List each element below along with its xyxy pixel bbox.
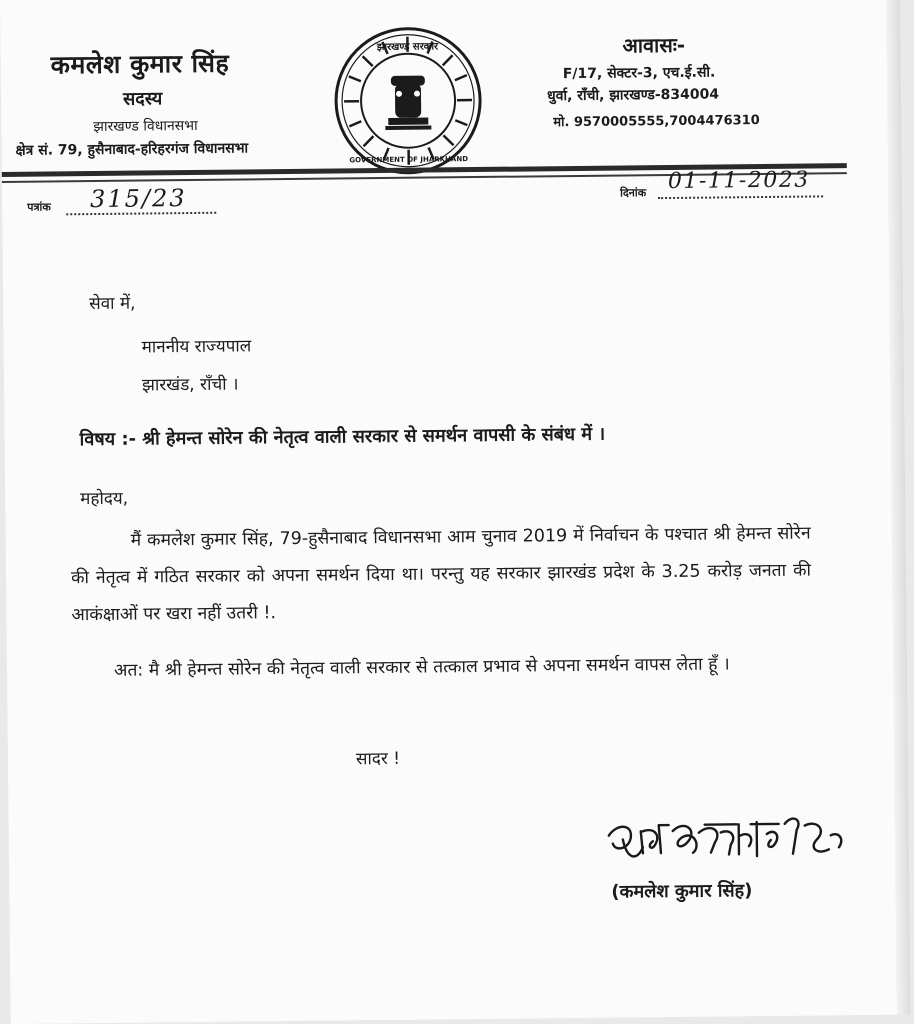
handwritten-signature — [602, 799, 853, 874]
signatory-name: (कमलेश कुमार सिंह) — [611, 880, 753, 903]
address-heading: आवासः- — [622, 32, 686, 58]
date-label: दिनांक — [619, 186, 647, 200]
body-paragraph-1: मैं कमलेश कुमार सिंह, 79-हुसैनाबाद विधानसभा आम चुनाव 2019 में निर्वाचन के पश्चात श्री हेमन्त सोरेन की नेतृत्व में गठित सरकार को अपना समर्थन दिया था। परन्तु यह सरकार झारखंड प्रदेश के 3.25 करोड़ जनता की आकंक्षाओं पर खरा नहीं उतरी !. — [70, 523, 812, 626]
subject-line: विषय :- श्री हेमन्त सोरेन की नेतृत्व वाली सरकार से समर्थन वापसी के संबंध में । — [79, 423, 606, 451]
closing: सादर ! — [355, 748, 401, 770]
reference-number: 315/23 — [89, 184, 187, 214]
date-value: 01-11-2023 — [667, 167, 810, 195]
emblem-text-top: झारखण्ड सरकार — [376, 41, 439, 54]
paper-edge-shadow — [886, 0, 911, 1015]
emblem-text-bottom: GOVERNMENT OF JHARKHAND — [349, 155, 469, 165]
recipient-place: झारखंड, राँची । — [141, 374, 239, 396]
letterhead-constituency: क्षेत्र सं. 79, हुसैनाबाद-हरिहरगंज विधानसभा — [15, 140, 249, 159]
address-line-1: F/17, सेक्टर-3, एच.ई.सी. — [562, 64, 716, 83]
body-paragraph-2: अत: मै श्री हेमन्त सोरेन की नेतृत्व वाली सरकार से तत्काल प्रभाव से अपना समर्थन वापस लेता हूँ । — [113, 654, 730, 681]
phone-line: मो. 9570005555,7004476310 — [553, 113, 760, 131]
letterhead-left-block — [1, 45, 301, 159]
address-line-2: धुर्वा, राँची, झारखण्ड-834004 — [546, 86, 720, 105]
recipient-name: माननीय राज्यपाल — [141, 336, 252, 358]
letterhead-assembly: झारखण्ड विधानसभा — [93, 117, 198, 136]
letterhead-role: सदस्य — [122, 88, 163, 110]
reference-label: पत्रांक — [27, 200, 51, 214]
date-dotted-line — [658, 195, 823, 199]
jharkhand-government-emblem — [332, 25, 484, 177]
letterhead-address-block — [540, 30, 800, 131]
letterhead-name: कमलेश कुमार सिंह — [50, 48, 230, 80]
recipient-label: सेवा में, — [89, 293, 136, 315]
salutation: महोदय, — [80, 488, 129, 510]
